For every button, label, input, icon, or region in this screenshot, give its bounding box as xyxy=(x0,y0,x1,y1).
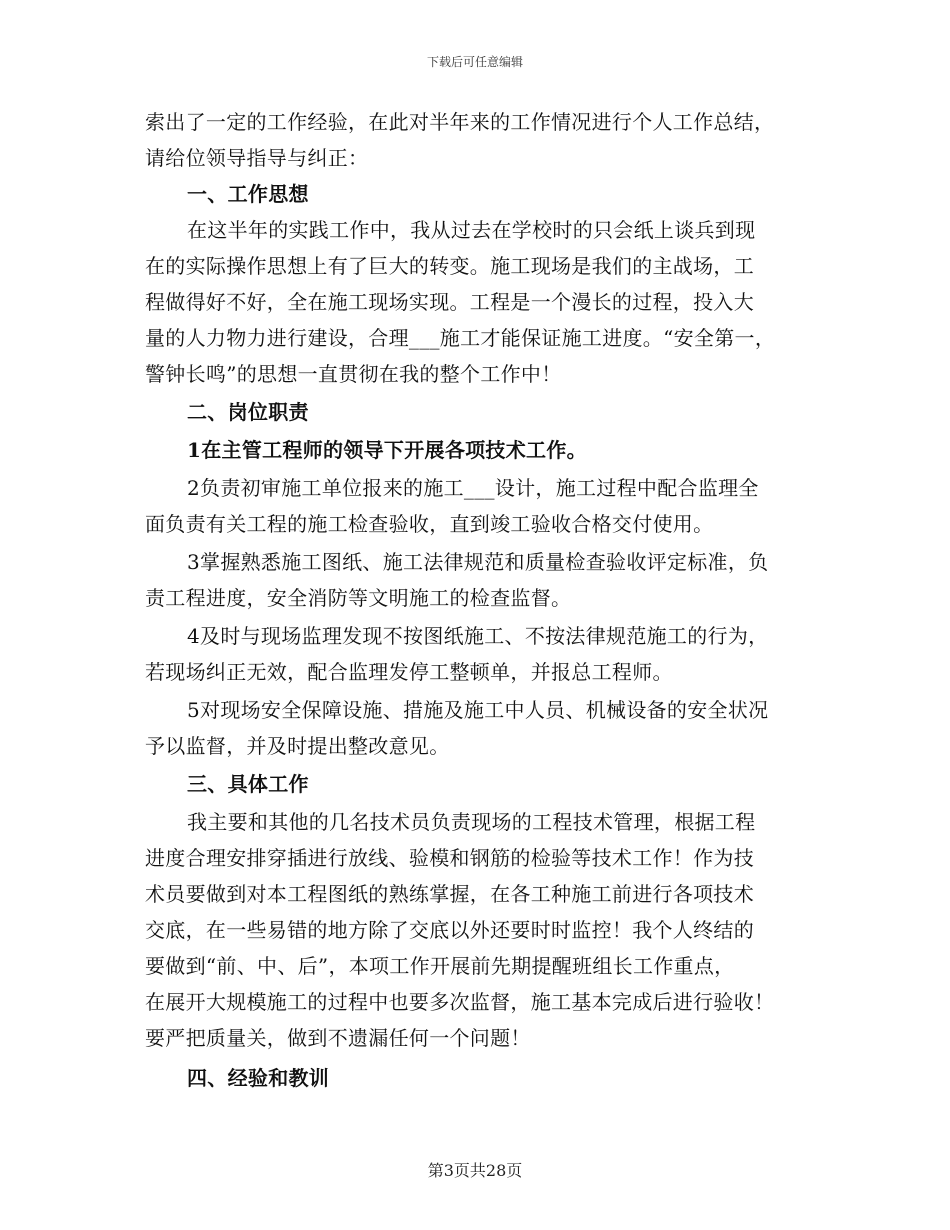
paragraph-line: 警钟长鸣”的思想一直贯彻在我的整个工作中！ xyxy=(145,362,562,386)
list-item: 4及时与现场监理发现不按图纸施工、不按法律规范施工的行为， xyxy=(187,624,769,648)
paragraph-line: 予以监督，并及时提出整改意见。 xyxy=(145,734,450,758)
paragraph-line: 要严把质量关，做到不遗漏任何一个问题！ xyxy=(145,1026,531,1050)
page-footer: 第3页共28页 xyxy=(427,1161,523,1180)
list-item: 5对现场安全保障设施、措施及施工中人员、机械设备的安全状况 xyxy=(187,698,769,722)
paragraph-line: 进度合理安排穿插进行放线、验模和钢筋的检验等技术工作！作为技 xyxy=(145,846,754,870)
list-item-heading: 1在主管工程师的领导下开展各项技术工作。 xyxy=(187,438,587,462)
paragraph-line: 程做得好不好，全在施工现场实现。工程是一个漫长的过程，投入大 xyxy=(145,290,754,314)
paragraph-line: 量的人力物力进行建设，合理___施工才能保证施工进度。“安全第一， xyxy=(145,326,776,350)
paragraph-line: 交底，在一些易错的地方除了交底以外还要时时监控！我个人终结的 xyxy=(145,918,754,942)
list-item: 2负责初审施工单位报来的施工___设计，施工过程中配合监理全 xyxy=(187,476,759,500)
paragraph-line: 索出了一定的工作经验，在此对半年来的工作情况进行个人工作总结， xyxy=(145,110,775,134)
section-heading: 二、岗位职责 xyxy=(187,400,309,424)
paragraph-line: 面负责有关工程的施工检查验收，直到竣工验收合格交付使用。 xyxy=(145,512,714,536)
page-header: 下载后可任意编辑 xyxy=(426,55,523,69)
paragraph-line: 我主要和其他的几名技术员负责现场的工程技术管理，根据工程 xyxy=(187,810,756,834)
section-heading: 三、具体工作 xyxy=(187,772,309,796)
paragraph-line: 请给位领导指导与纠正： xyxy=(145,146,369,170)
paragraph-line: 责工程进度，安全消防等文明施工的检查监督。 xyxy=(145,586,572,610)
paragraph-line: 在这半年的实践工作中，我从过去在学校时的只会纸上谈兵到现 xyxy=(187,218,756,242)
section-heading: 一、工作思想 xyxy=(187,182,309,206)
document-body xyxy=(145,104,815,1096)
list-item: 3掌握熟悉施工图纸、施工法律规范和质量检查验收评定标准，负 xyxy=(187,550,769,574)
paragraph-line: 要做到“前、中、后”，本项工作开展前先期提醒班组长工作重点， xyxy=(145,954,735,978)
paragraph-line: 在的实际操作思想上有了巨大的转变。施工现场是我们的主战场，工 xyxy=(145,254,754,278)
paragraph-line: 在展开大规模施工的过程中也要多次监督，施工基本完成后进行验收！ xyxy=(145,990,775,1014)
paragraph-line: 若现场纠正无效，配合监理发停工整顿单，并报总工程师。 xyxy=(145,660,673,684)
section-heading: 四、经验和教训 xyxy=(187,1066,330,1090)
paragraph-line: 术员要做到对本工程图纸的熟练掌握，在各工种施工前进行各项技术 xyxy=(145,882,754,906)
